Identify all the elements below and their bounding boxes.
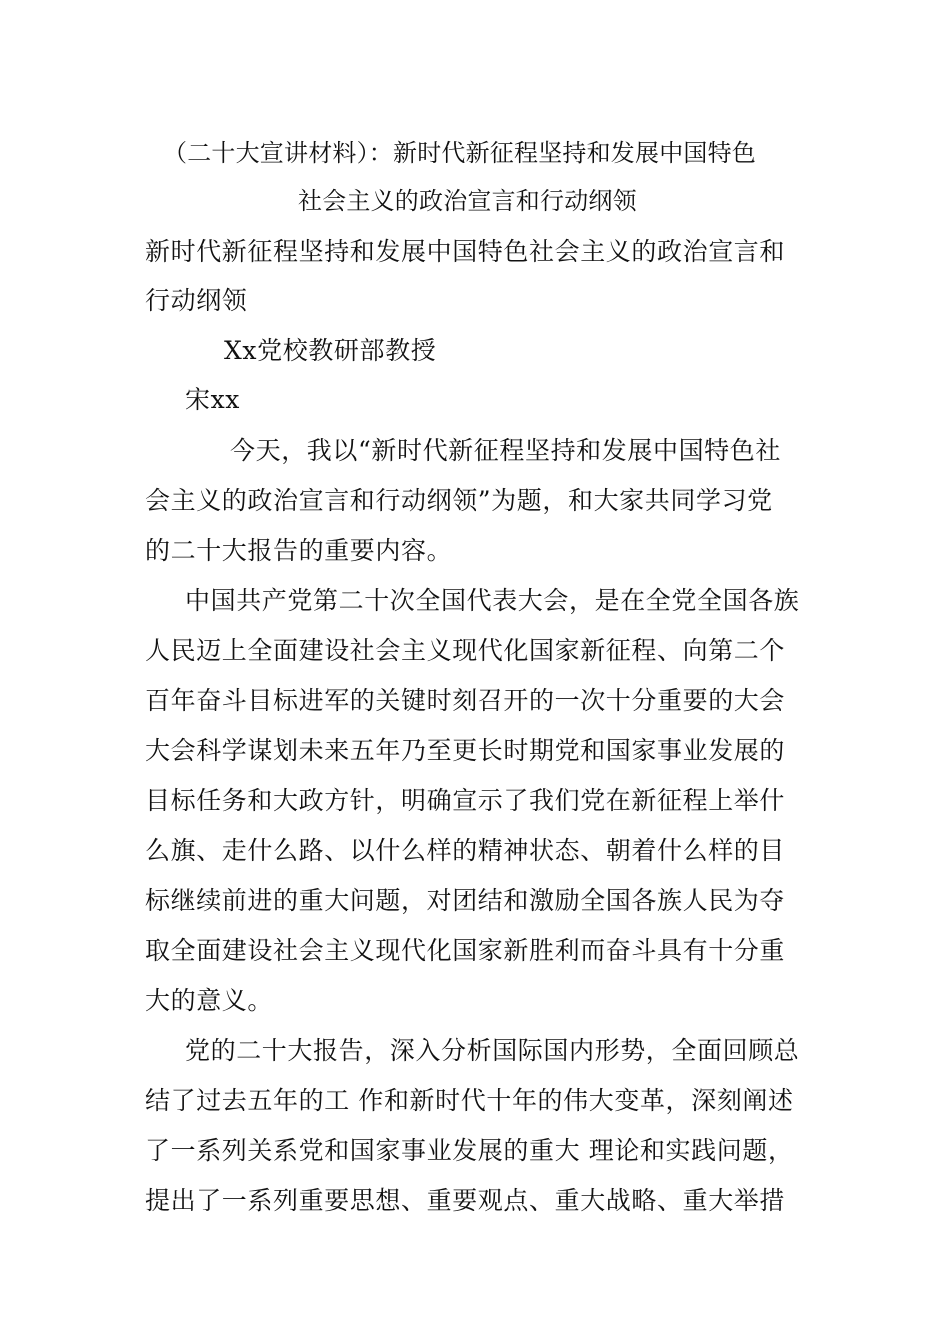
paragraph-2-line-1: 中国共产党第二十次全国代表大会，是在全党全国各族	[185, 586, 800, 615]
paragraph-2-line-9: 大的意义。	[145, 986, 274, 1015]
author-name: 宋xx	[185, 385, 240, 414]
paragraph-2-line-8: 取全面建设社会主义现代化国家新胜利而奋斗具有十分重	[145, 936, 786, 965]
paragraph-2-line-2: 人民迈上全面建设社会主义现代化国家新征程、向第二个	[145, 636, 786, 665]
paragraph-1-line-1: 今天，我以“新时代新征程坚持和发展中国特色社	[230, 436, 781, 465]
paragraph-2-line-6: 么旗、走什么路、以什么样的精神状态、朝着什么样的目	[145, 836, 786, 865]
paragraph-2-line-3: 百年奋斗目标进军的关键时刻召开的一次十分重要的大会	[145, 686, 786, 715]
paragraph-3-line-3: 了一系列关系党和国家事业发展的重大 理论和实践问题，	[145, 1136, 794, 1165]
paragraph-3-line-4: 提出了一系列重要思想、重要观点、重大战略、重大举措	[145, 1186, 786, 1215]
paragraph-1-line-2: 会主义的政治宣言和行动纲领”为题，和大家共同学习党	[145, 486, 773, 515]
paragraph-1-line-3: 的二十大报告的重要内容。	[145, 536, 453, 565]
paragraph-2-line-5: 目标任务和大政方针，明确宣示了我们党在新征程上举什	[145, 786, 786, 815]
paragraph-2-line-4: 大会科学谋划未来五年乃至更长时期党和国家事业发展的	[145, 736, 786, 765]
title-line-2: 社会主义的政治宣言和行动纲领	[298, 187, 637, 215]
title-line-1: （二十大宣讲材料）：新时代新征程坚持和发展中国特色	[163, 139, 756, 167]
paragraph-2-line-7: 标继续前进的重大问题，对团结和激励全国各族人民为夺	[145, 886, 786, 915]
subtitle-line-2: 行动纲领	[145, 286, 248, 315]
author-affiliation: Xx党校教研部教授	[224, 336, 437, 365]
paragraph-3-line-2: 结了过去五年的工 作和新时代十年的伟大变革，深刻阐述	[145, 1086, 794, 1115]
subtitle-line-1: 新时代新征程坚持和发展中国特色社会主义的政治宣言和	[145, 237, 786, 266]
paragraph-3-line-1: 党的二十大报告，深入分析国际国内形势，全面回顾总	[185, 1036, 800, 1065]
